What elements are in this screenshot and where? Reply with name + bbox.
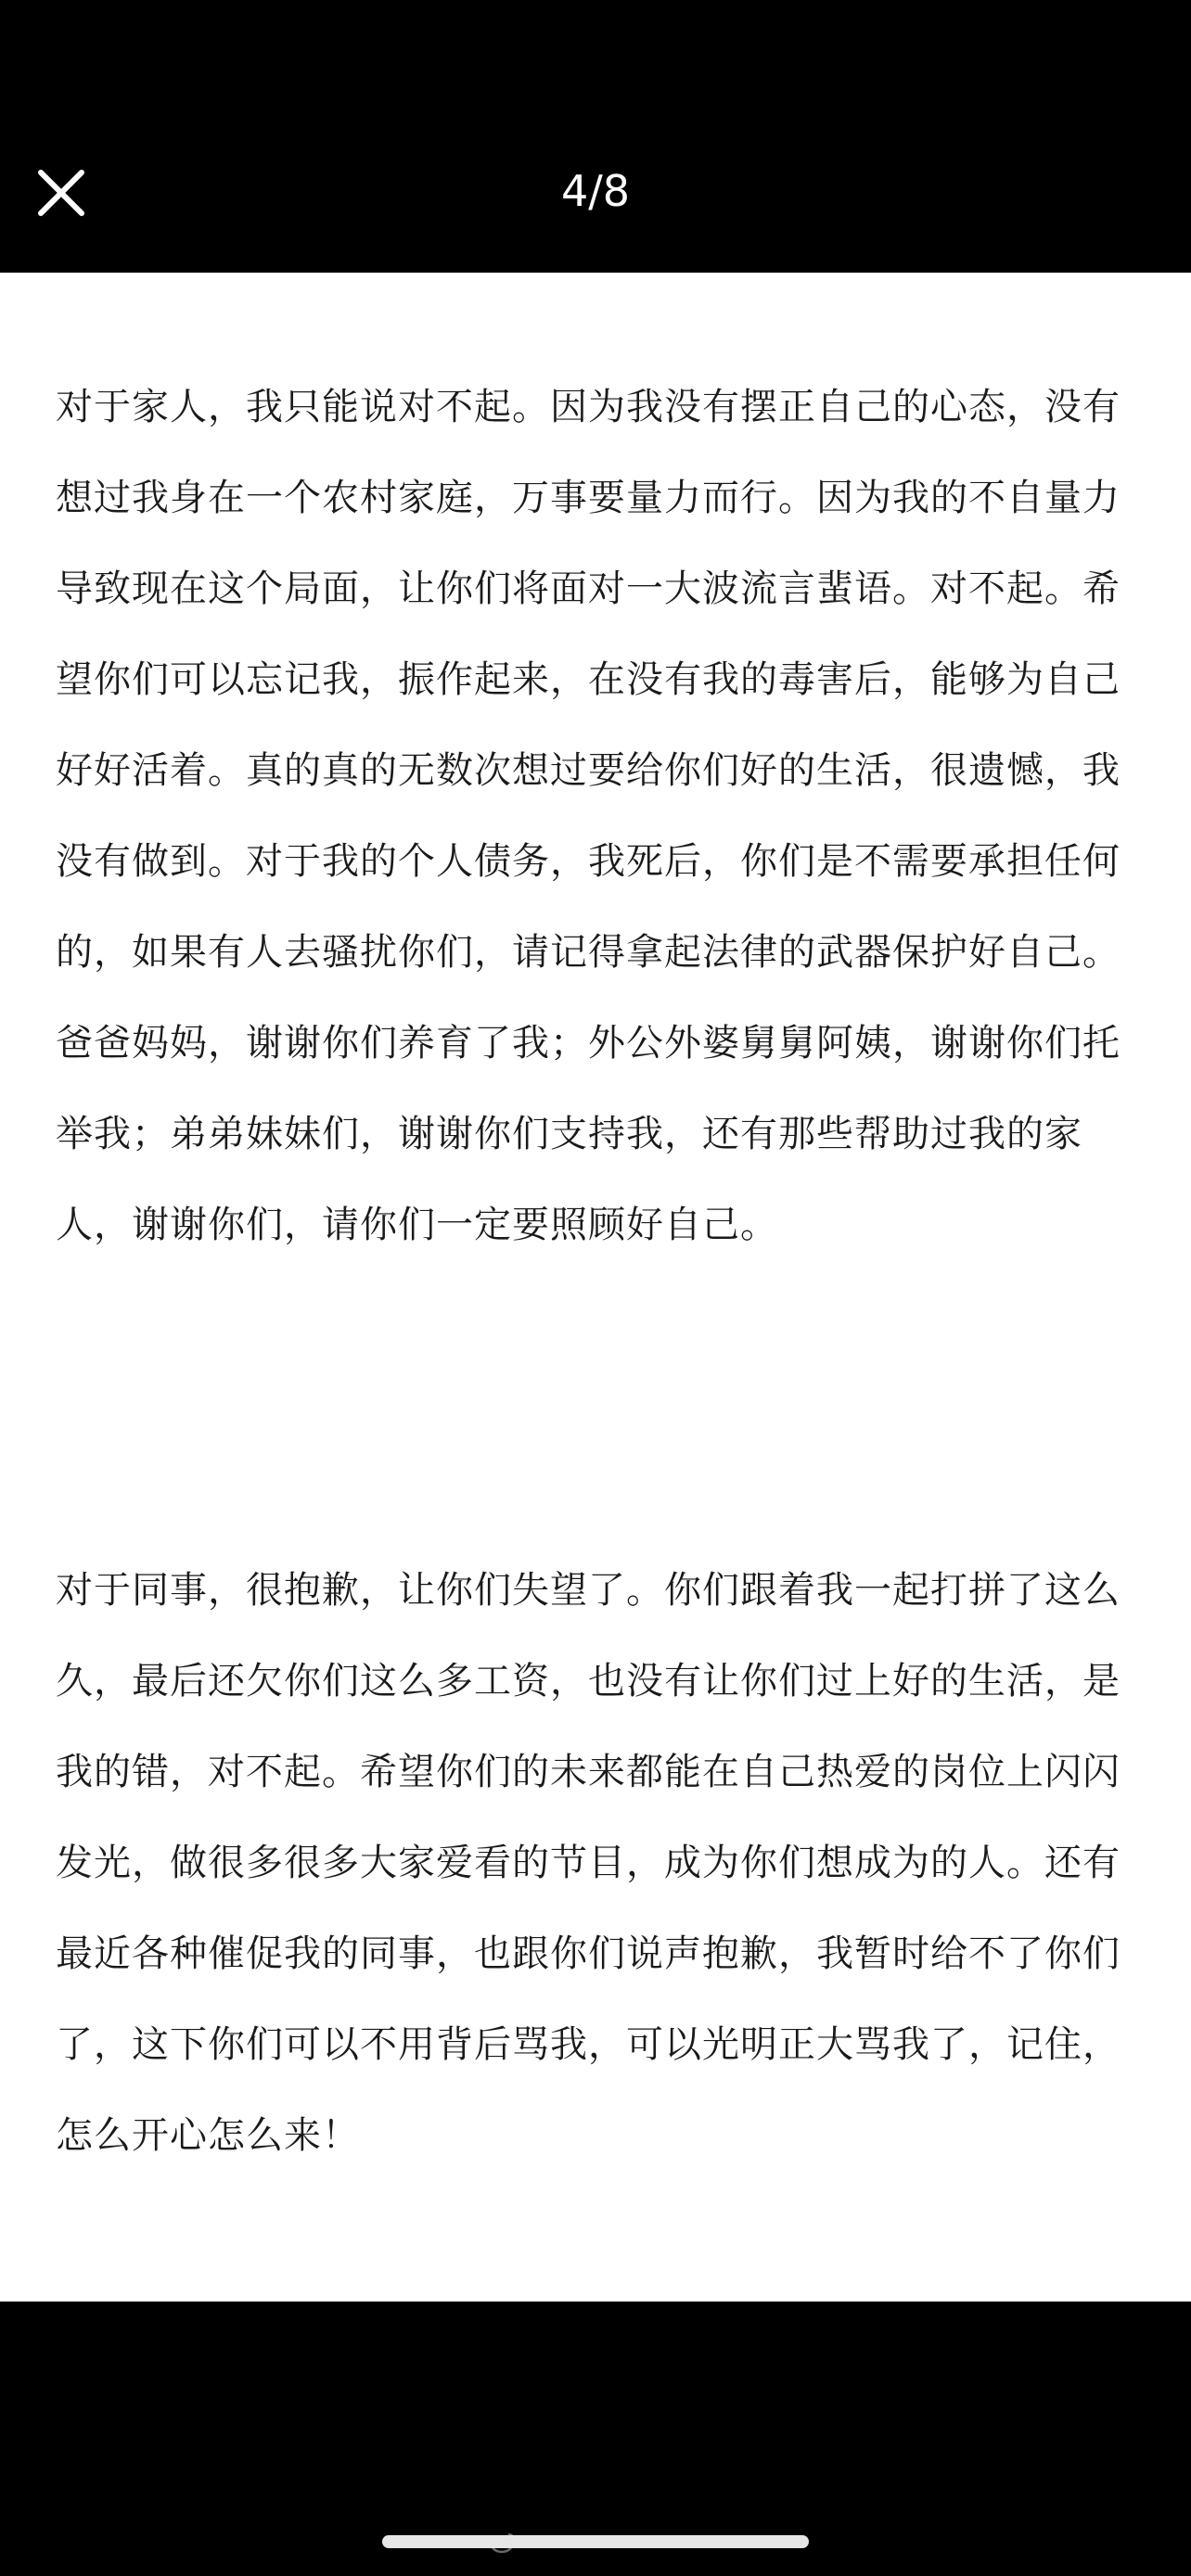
home-indicator[interactable] <box>382 2535 809 2548</box>
page-counter: 4/8 <box>560 166 631 216</box>
letter-paragraph-family: 对于家人，我只能说对不起。因为我没有摆正自己的心态，没有想过我身在一个农村家庭，万事要量力而行。因为我的不自量力导致现在这个局面，让你们将面对一大波流言蜚语。对不起。希望你们可以忘记我，振作起来，在没有我的毒害后，能够为自己好好活着。真的真的无数次想过要给你们好的生活，很遗憾，我没有做到。对于我的个人债务，我死后，你们是不需要承担任何的，如果有人去骚扰你们，请记得拿起法律的武器保护好自己。爸爸妈妈，谢谢你们养育了我；外公外婆舅舅阿姨，谢谢你们托举我；弟弟妹妹们，谢谢你们支持我，还有那些帮助过我的家人，谢谢你们，请你们一定要照顾好自己。 <box>56 386 1121 1246</box>
letter-paragraph-colleagues: 对于同事，很抱歉，让你们失望了。你们跟着我一起打拼了这么久，最后还欠你们这么多工资，也没有让你们过上好的生活，是我的错，对不起。希望你们的未来都能在自己热爱的岗位上闪闪发光，做很多很多大家爱看的节目，成为你们想成为的人。还有最近各种催促我的同事，也跟你们说声抱歉，我暂时给不了你们了，这下你们可以不用背后骂我，可以光明正大骂我了，记住，怎么开心怎么来！ <box>56 1569 1121 2157</box>
viewer-top-bar <box>0 0 1191 273</box>
